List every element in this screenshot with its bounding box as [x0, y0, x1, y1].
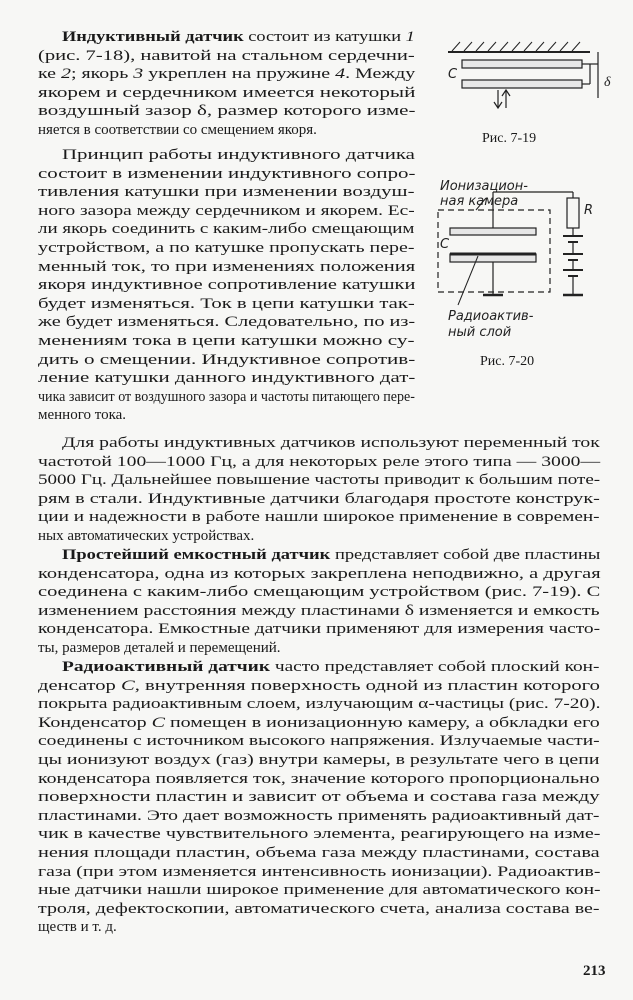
text-span: 3	[133, 66, 144, 83]
text-span: С	[151, 714, 165, 731]
text-line	[38, 332, 415, 350]
text-line	[38, 121, 317, 139]
text-line	[38, 165, 415, 183]
caption-7-19: Рис. 7-19	[482, 131, 537, 146]
text-line	[38, 508, 600, 526]
text-span: ные датчики нашли широкое применение для автоматического кон-	[38, 882, 601, 899]
text-span: часто представляет собой плоский кон-	[270, 659, 600, 675]
text-line	[38, 620, 600, 638]
text-line	[38, 732, 600, 750]
text-span: менениям тока в цепи катушки можно су-	[38, 333, 415, 349]
text-span: якорем и сердечником имеется некоторый	[38, 84, 416, 101]
text-span: С	[120, 677, 135, 694]
text-span: конденсатора. Емкостные датчики применяют для измерения часто-	[38, 621, 601, 638]
text-span: Индуктивный датчик	[62, 29, 244, 45]
caption-7-20: Рис. 7-20	[480, 354, 535, 369]
text-span: нения площади пластин, объема газа между пластинами, состава	[38, 845, 600, 861]
text-span: Радиоактивный датчик	[62, 659, 271, 675]
text-span: помещен в ионизационную камеру, а обкладки его	[164, 714, 600, 731]
text-span: чика зависит от воздушного зазора и частоты питающего пере-	[38, 388, 415, 405]
text-line	[38, 639, 281, 657]
text-line	[38, 220, 414, 238]
text-line	[38, 471, 600, 489]
text-span: соединены с источником высокого напряжения. Излучаемые части-	[38, 733, 600, 750]
text-line	[38, 844, 600, 862]
text-span: представляет собой две пластины	[330, 547, 601, 563]
text-line	[38, 695, 600, 713]
text-line	[38, 490, 600, 508]
text-span: укреплен на пружине	[143, 66, 336, 83]
label-chamber-line1: Ионизацион-	[440, 179, 528, 194]
text-line	[38, 677, 600, 695]
text-span: менный ток, то при изменениях положения	[38, 258, 416, 275]
text-span: ных автоматических устройствах.	[38, 528, 255, 544]
figure-7-20	[428, 170, 618, 350]
label-r: R	[584, 203, 594, 218]
text-span: частотой 100—1000 Гц, а для некоторых реле этого типа — 3000—	[38, 453, 601, 470]
text-span: (рис. 7-18), навитой на стальном сердечни-	[38, 47, 415, 64]
text-line	[38, 527, 254, 545]
text-span: ли якорь соединить с каким-либо смещающим	[38, 221, 415, 238]
text-span: дить о смещении. Индуктивное сопротив-	[38, 351, 416, 368]
text-span: Конденсатор	[38, 714, 152, 731]
text-line	[38, 47, 415, 65]
page-number: 213	[583, 963, 606, 979]
text-span: Для работы индуктивных датчиков используют переменный ток	[62, 435, 600, 451]
text-span: устройством, а по катушке пропускать пере-	[38, 240, 415, 256]
text-span: газа (при этом изменяется интенсивность ионизации). Радиоактив-	[38, 863, 601, 880]
text-span: же будет изменяться. Следовательно, по из-	[38, 314, 416, 331]
label-c-7-20: C	[440, 237, 450, 252]
text-span: чик в качестве чувствительного элемента, реагирующего на изме-	[38, 826, 601, 843]
text-line	[62, 146, 415, 164]
text-line	[62, 28, 415, 46]
text-span: Простейший емкостный датчик	[62, 547, 331, 563]
text-line	[38, 295, 415, 313]
text-line	[38, 258, 415, 276]
text-line	[62, 546, 600, 564]
text-span: состоит из катушки	[243, 29, 406, 45]
text-span: изменением расстояния между пластинами δ изменяется и емкость	[38, 602, 600, 619]
text-span: , внутренняя поверхность одной из пластин которого	[134, 677, 600, 694]
text-line	[38, 388, 415, 406]
text-line	[62, 658, 599, 676]
text-line	[38, 239, 414, 257]
label-delta: δ	[604, 75, 611, 90]
text-line	[38, 183, 414, 201]
text-span: рям в стали. Индуктивные датчики благодаря простоте конструк-	[38, 490, 600, 507]
text-span: 5000 Гц. Дальнейшее повышение частоты приводит к большим поте-	[38, 472, 601, 489]
text-line	[38, 807, 599, 825]
text-line	[38, 918, 117, 936]
text-line	[38, 900, 600, 918]
text-span: ты, размеров деталей и перемещений.	[38, 640, 281, 656]
text-line	[62, 434, 600, 452]
text-line	[38, 565, 601, 583]
text-line	[38, 369, 415, 387]
label-c-7-19: C	[448, 67, 458, 82]
text-line	[38, 602, 600, 620]
label-layer-line2: ный слой	[448, 325, 512, 340]
text-span: 1	[405, 29, 415, 45]
text-line	[38, 825, 600, 843]
text-span: покрыта радиоактивным слоем, излучающим α-частицы (рис. 7-20).	[38, 696, 601, 713]
text-line	[38, 770, 600, 788]
text-span: денсатор	[38, 677, 121, 694]
text-span: конденсатора появляется ток, значение которого пропорционально	[38, 770, 600, 787]
text-span: менного тока.	[38, 407, 127, 424]
text-span: поверхности пластин и зависит от объема и состава газа между	[38, 789, 600, 806]
text-line	[38, 102, 415, 120]
text-span: Принцип работы индуктивного датчика	[62, 147, 415, 163]
label-layer-line1: Радиоактив-	[448, 309, 534, 324]
text-span: ке	[38, 66, 62, 83]
text-span: якоря индуктивное сопротивление катушки	[38, 277, 416, 294]
text-span: ; якорь	[70, 66, 134, 83]
text-span: ного зазора между сердечником и якорем. Ес-	[38, 202, 415, 219]
text-span: ществ и т. д.	[38, 919, 117, 936]
text-span: цы ионизуют воздух (газ) внутри камеры, в результате чего в цепи	[38, 752, 600, 768]
text-span: состоит в изменении индуктивного сопро-	[38, 165, 416, 182]
text-line	[38, 351, 415, 369]
text-span: ции и надежности в работе нашли широкое применение в современ-	[38, 509, 600, 526]
text-line	[38, 65, 415, 83]
text-line	[38, 453, 600, 471]
text-line	[38, 276, 415, 294]
text-span: троля, дефектоскопии, автоматического счета, анализа состава ве-	[38, 900, 600, 917]
text-line	[38, 313, 415, 331]
text-line	[38, 202, 415, 220]
text-span: няется в соответствии со смещением якоря.	[38, 122, 317, 138]
text-span: 2	[61, 66, 71, 83]
text-line	[38, 406, 126, 424]
text-line	[38, 788, 600, 806]
text-span: 4	[335, 66, 346, 83]
text-line	[38, 84, 415, 102]
text-span: соединена с каким-либо смещающим устройством (рис. 7-19). С	[38, 584, 601, 601]
text-line	[38, 583, 600, 601]
text-span: будет изменяться. Ток в цепи катушки так-	[38, 295, 415, 312]
text-span: . Между	[345, 66, 416, 83]
text-line	[38, 881, 601, 899]
label-chamber-line2: ная камера	[440, 194, 519, 209]
text-span: конденсатора, одна из которых закреплена неподвижно, а другая	[38, 565, 601, 582]
text-span: тивления катушки при изменении воздуш-	[38, 184, 415, 201]
figure-7-19	[440, 38, 620, 123]
text-line	[38, 863, 600, 881]
text-span: ление катушки данного индуктивного дат-	[38, 370, 416, 387]
text-line	[38, 751, 599, 769]
text-span: воздушный зазор δ, размер которого изме-	[38, 103, 416, 120]
text-span: пластинами. Это дает возможность применять радиоактивный дат-	[38, 807, 600, 824]
text-line	[38, 714, 600, 732]
